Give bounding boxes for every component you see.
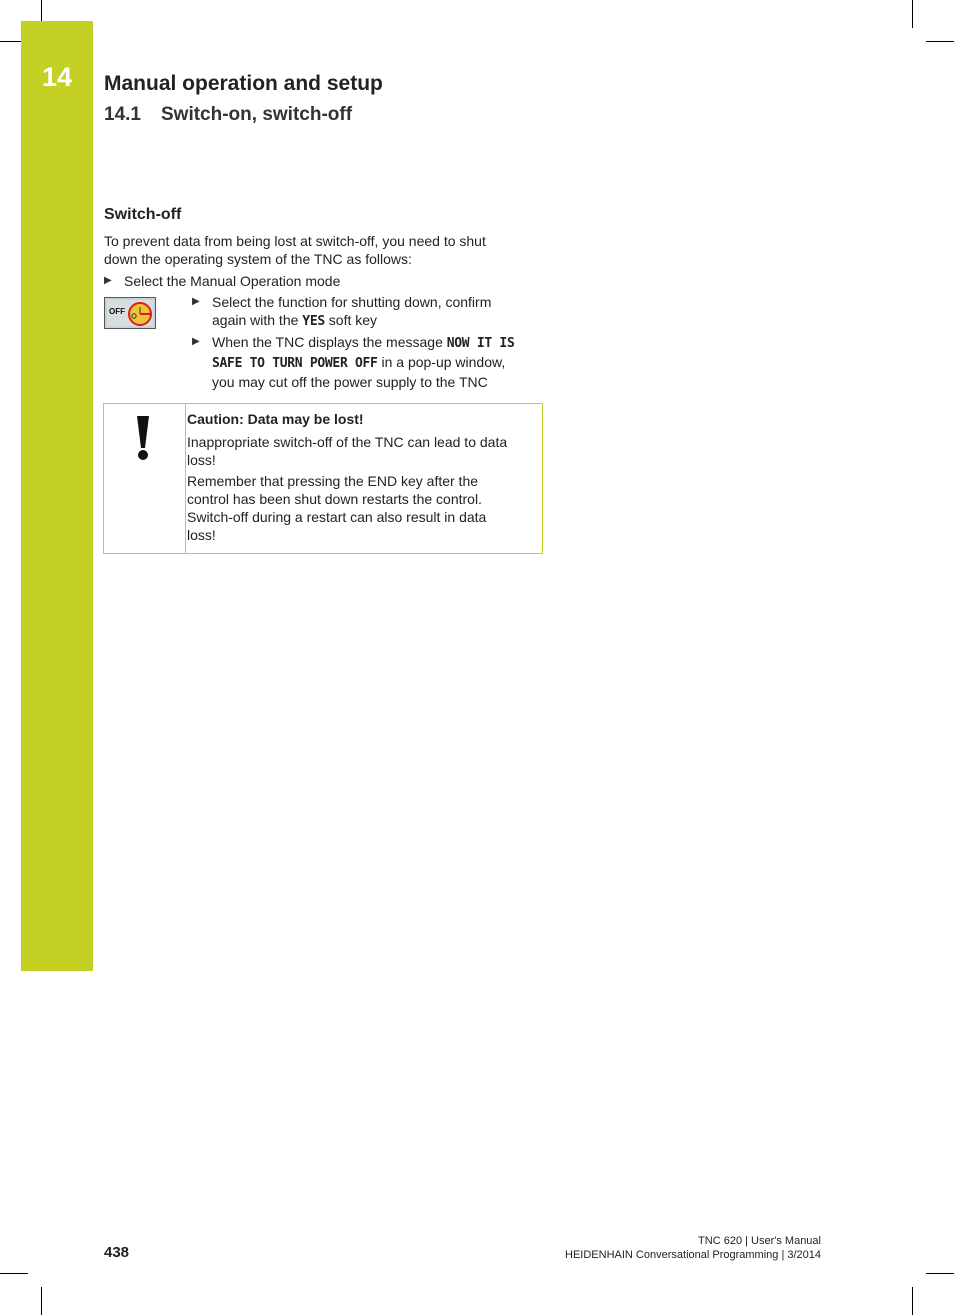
off-softkey[interactable] (104, 297, 156, 329)
page-number: 438 (104, 1244, 130, 1261)
exclamation-icon (133, 414, 153, 462)
triangle-right-icon: ▶ (192, 296, 200, 307)
caution-paragraph (187, 433, 507, 469)
subheading: Switch-off (104, 206, 182, 223)
footer-line: TNC 620 | User's Manual (698, 1235, 821, 1247)
step-text: Select the function for shutting down, confirm (212, 294, 492, 310)
caution-paragraph (187, 472, 486, 544)
step-text: in a pop-up window, (377, 354, 506, 370)
step-text: When the TNC displays the message (212, 334, 447, 350)
intro-paragraph (104, 232, 486, 268)
triangle-right-icon: ▶ (192, 336, 200, 347)
crop-mark (0, 41, 21, 42)
caution-line: Inappropriate switch-off of the TNC can lead to data (187, 434, 508, 450)
step-text: soft key (324, 312, 378, 328)
caution-line: control has been shut down restarts the control. (187, 491, 482, 507)
section-title-text: Switch-on, switch-off (161, 104, 353, 125)
crop-mark (41, 0, 42, 21)
chapter-band (21, 21, 93, 971)
crop-mark (926, 1273, 954, 1274)
step-text: again with the (212, 312, 303, 328)
intro-line: To prevent data from being lost at switch-off, you need to shut (104, 233, 486, 249)
caution-line: Remember that pressing the END key after the (187, 473, 479, 489)
power-off-icon (126, 300, 154, 328)
section-number: 14.1 (104, 104, 141, 125)
caution-line: loss! (187, 527, 216, 543)
crop-mark (0, 1273, 28, 1274)
step-text: Select the Manual Operation mode (124, 273, 341, 289)
caution-line: Switch-off during a restart can also result in data (187, 509, 487, 525)
step-text: you may cut off the power supply to the TNC (212, 374, 488, 390)
message-keyword: SAFE TO TURN POWER OFF (212, 356, 378, 371)
section-title (104, 104, 352, 126)
crop-mark (912, 0, 913, 28)
footer-info (565, 1234, 821, 1262)
chapter-title: Manual operation and setup (104, 72, 383, 95)
caution-line: loss! (187, 452, 216, 468)
message-keyword: NOW IT IS (446, 336, 515, 351)
chapter-number: 14 (41, 62, 73, 92)
crop-mark (41, 1287, 42, 1315)
step-item (104, 272, 340, 290)
caution-divider (185, 403, 186, 554)
crop-mark (912, 1287, 913, 1315)
softkey-label: OFF (109, 307, 125, 316)
intro-line: down the operating system of the TNC as follows: (104, 251, 412, 267)
triangle-right-icon: ▶ (104, 275, 112, 286)
crop-mark (926, 41, 954, 42)
footer-line: HEIDENHAIN Conversational Programming | 3/2014 (565, 1249, 821, 1261)
step-item (192, 293, 491, 331)
caution-heading: Caution: Data may be lost! (187, 411, 364, 427)
step-item (192, 333, 515, 391)
yes-keyword: YES (302, 314, 325, 329)
